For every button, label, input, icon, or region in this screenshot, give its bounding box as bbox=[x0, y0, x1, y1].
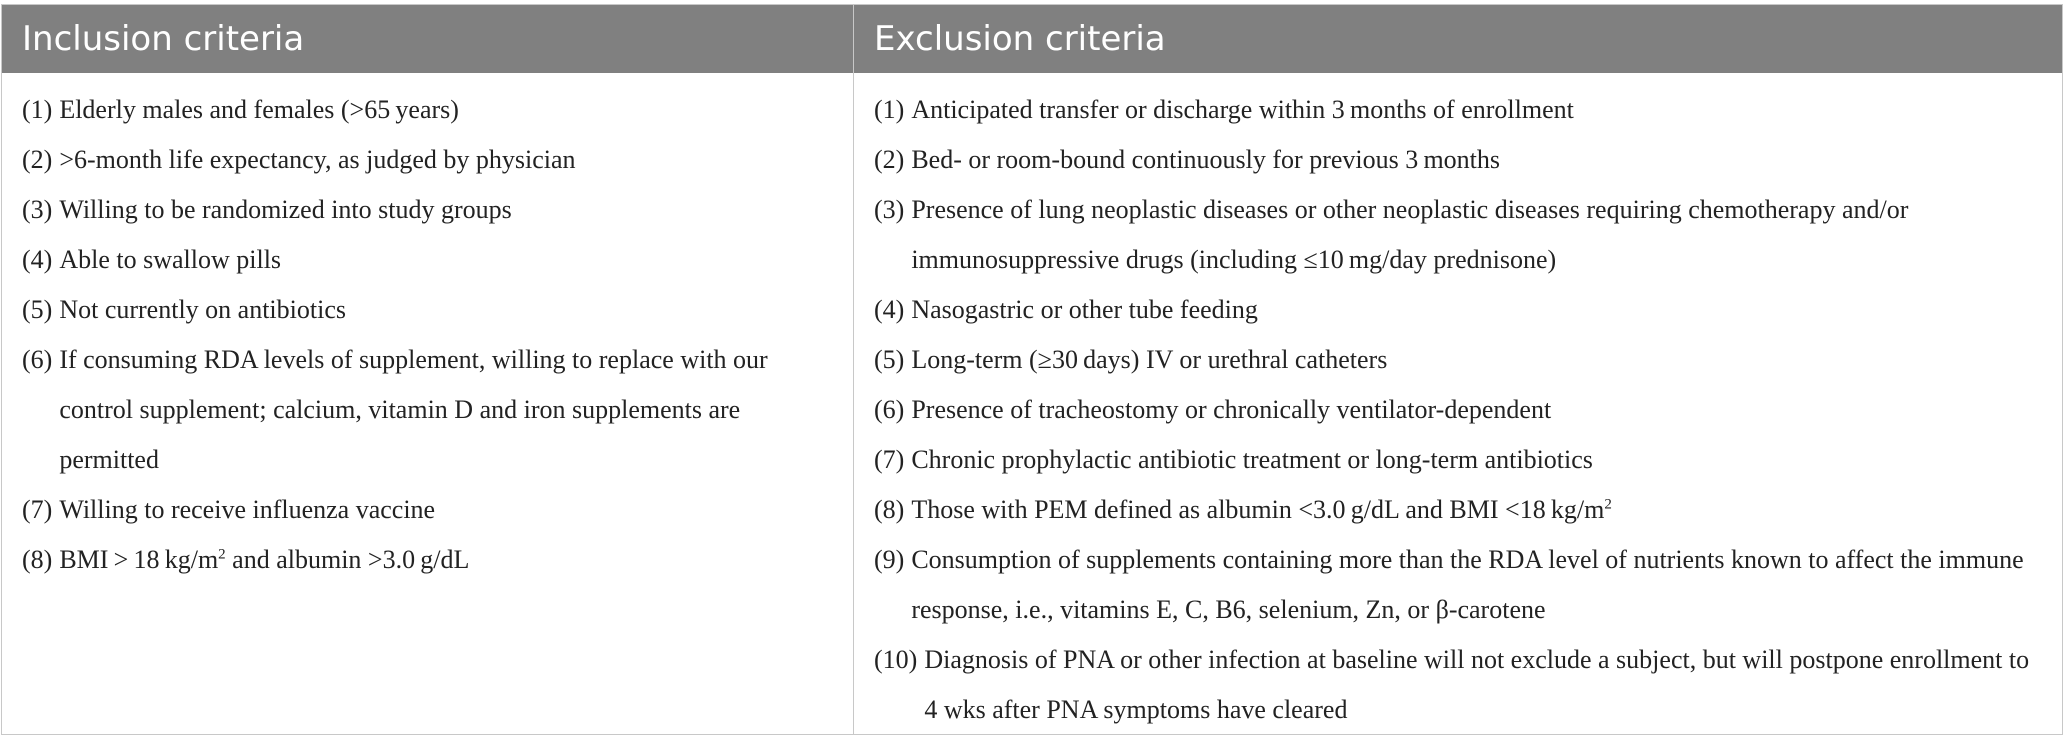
superscript: 2 bbox=[1604, 496, 1612, 513]
item-text-main: >6-month life expectancy, as judged by physician bbox=[59, 145, 576, 174]
item-text bbox=[59, 85, 839, 135]
criteria-table bbox=[1, 4, 2063, 735]
item-text-main: Those with PEM defined as albumin <3.0 g/dL and BMI <18 kg/m bbox=[911, 495, 1605, 524]
item-number: (5) bbox=[874, 345, 905, 374]
item-text-main: Presence of tracheostomy or chronically ventilator-dependent bbox=[911, 395, 1552, 424]
exclusion-item bbox=[874, 185, 2048, 285]
item-text bbox=[59, 285, 839, 335]
item-number: (2) bbox=[874, 145, 905, 174]
item-text bbox=[924, 635, 2048, 735]
item-text bbox=[911, 135, 2048, 185]
item-text-main: Elderly males and females (>65 years) bbox=[59, 95, 459, 124]
item-text-main: Anticipated transfer or discharge within 3 months of enrollment bbox=[911, 95, 1574, 124]
item-number: (7) bbox=[22, 495, 53, 524]
item-text-after: and albumin >3.0 g/dL bbox=[225, 545, 470, 574]
exclusion-item bbox=[874, 85, 2048, 135]
exclusion-item bbox=[874, 635, 2048, 735]
item-number: (6) bbox=[874, 395, 905, 424]
item-number: (3) bbox=[874, 195, 905, 224]
inclusion-header: Inclusion criteria bbox=[2, 5, 854, 73]
item-number: (5) bbox=[22, 295, 53, 324]
exclusion-item bbox=[874, 535, 2048, 635]
inclusion-item bbox=[22, 485, 839, 535]
item-text bbox=[59, 485, 839, 535]
exclusion-item bbox=[874, 435, 2048, 485]
inclusion-item bbox=[22, 285, 839, 335]
item-text-main: Presence of lung neoplastic diseases or other neoplastic diseases requiring chemotherapy and/or immunosuppressive drugs (including ≤10 mg/day prednisone) bbox=[911, 195, 1909, 274]
item-text bbox=[911, 435, 2048, 485]
exclusion-cell bbox=[854, 73, 2062, 735]
inclusion-item bbox=[22, 185, 839, 235]
item-text bbox=[911, 485, 2048, 535]
inclusion-item bbox=[22, 135, 839, 185]
item-text-main: Nasogastric or other tube feeding bbox=[911, 295, 1258, 324]
item-text bbox=[59, 335, 839, 485]
exclusion-list bbox=[874, 85, 2048, 735]
item-number: (8) bbox=[22, 545, 53, 574]
item-number: (1) bbox=[874, 95, 905, 124]
item-number: (1) bbox=[22, 95, 53, 124]
table-header-row bbox=[2, 5, 2062, 73]
exclusion-item bbox=[874, 135, 2048, 185]
item-number: (10) bbox=[874, 645, 918, 674]
exclusion-item bbox=[874, 335, 2048, 385]
exclusion-item bbox=[874, 485, 2048, 535]
item-text-main: Long-term (≥30 days) IV or urethral catheters bbox=[911, 345, 1388, 374]
item-number: (4) bbox=[22, 245, 53, 274]
exclusion-item bbox=[874, 385, 2048, 435]
item-text-main: Willing to receive influenza vaccine bbox=[59, 495, 436, 524]
inclusion-item bbox=[22, 535, 839, 585]
table-body-row bbox=[2, 73, 2062, 735]
item-text bbox=[59, 535, 839, 585]
item-text bbox=[911, 335, 2048, 385]
item-text-main: Not currently on antibiotics bbox=[59, 295, 346, 324]
item-text-main: Consumption of supplements containing more than the RDA level of nutrients known to affect the immune response, i.e., vitamins E, C, B6, selenium, Zn, or β-carotene bbox=[911, 545, 2024, 624]
item-text-main: Able to swallow pills bbox=[59, 245, 282, 274]
item-number: (2) bbox=[22, 145, 53, 174]
item-text-main: If consuming RDA levels of supplement, willing to replace with our control supplement; calcium, vitamin D and iron supplements are permitted bbox=[59, 345, 768, 474]
exclusion-header: Exclusion criteria bbox=[874, 19, 1166, 59]
item-number: (6) bbox=[22, 345, 53, 374]
item-number: (4) bbox=[874, 295, 905, 324]
item-text bbox=[59, 235, 839, 285]
item-text bbox=[911, 85, 2048, 135]
item-text-main: Willing to be randomized into study groups bbox=[59, 195, 512, 224]
item-number: (8) bbox=[874, 495, 905, 524]
item-number: (9) bbox=[874, 545, 905, 574]
item-text-main: BMI > 18 kg/m bbox=[59, 545, 219, 574]
item-number: (7) bbox=[874, 445, 905, 474]
item-text-main: Diagnosis of PNA or other infection at baseline will not exclude a subject, but will postpone enrollment to 4 wks after PNA symptoms have cleared bbox=[924, 645, 2030, 724]
superscript: 2 bbox=[218, 546, 226, 563]
exclusion-item bbox=[874, 285, 2048, 335]
inclusion-item bbox=[22, 85, 839, 135]
item-text bbox=[911, 285, 2048, 335]
item-text bbox=[911, 535, 2048, 635]
inclusion-cell bbox=[2, 73, 854, 735]
item-number: (3) bbox=[22, 195, 53, 224]
item-text-main: Chronic prophylactic antibiotic treatment or long-term antibiotics bbox=[911, 445, 1593, 474]
inclusion-item bbox=[22, 235, 839, 285]
inclusion-item bbox=[22, 335, 839, 485]
item-text bbox=[59, 185, 839, 235]
item-text bbox=[911, 185, 2048, 285]
inclusion-list bbox=[22, 85, 839, 585]
item-text bbox=[59, 135, 839, 185]
item-text-main: Bed- or room-bound continuously for previous 3 months bbox=[911, 145, 1501, 174]
item-text bbox=[911, 385, 2048, 435]
